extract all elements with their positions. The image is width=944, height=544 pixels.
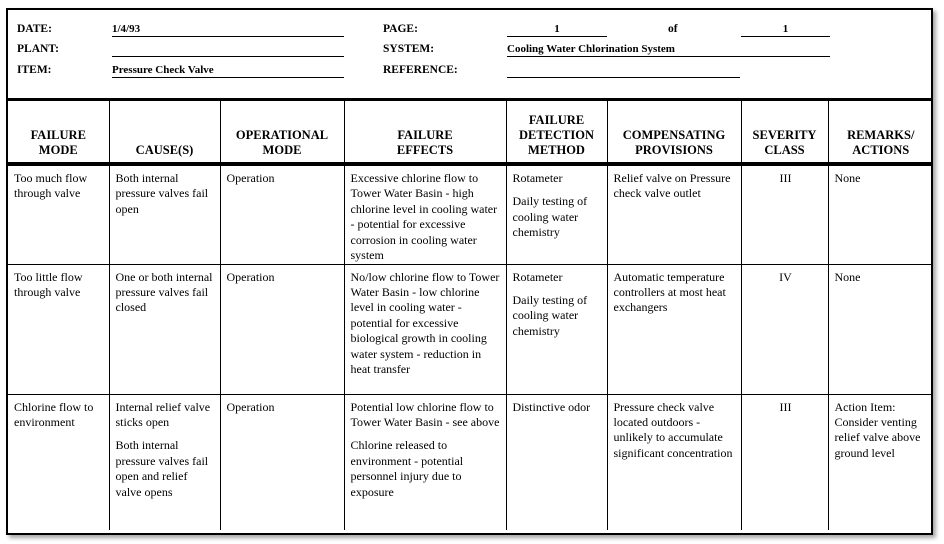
table-row <box>8 264 933 394</box>
failure-mode-cell: Chlorine flow to environment <box>8 394 109 530</box>
detection-cell: Distinctive odor <box>506 394 607 530</box>
remarks-cell: Action Item: Consider venting relief valve above ground level <box>828 394 933 530</box>
table-row <box>8 164 933 264</box>
compensating-cell: Automatic temperature controllers at most heat exchangers <box>607 264 741 394</box>
effects-cell: Potential low chlorine flow to Tower Water Basin - see above Chlorine released to environment - potential personnel injury due to exposure <box>344 394 506 530</box>
detection-cell: Rotameter Daily testing of cooling water chemistry <box>506 264 607 394</box>
date-value: 1/4/93 <box>112 22 344 37</box>
effects-cell: Excessive chlorine flow to Tower Water Basin - high chlorine level in cooling water - potential for excessive corrosion in cooling water system <box>344 164 506 264</box>
col-failure-mode: FAILURE MODE <box>8 101 109 164</box>
severity-cell: III <box>741 394 828 530</box>
col-compensating-provisions: COMPENSATING PROVISIONS <box>607 101 741 164</box>
system-value: Cooling Water Chlorination System <box>507 42 830 57</box>
effects-cell: No/low chlorine flow to Tower Water Basin - low chlorine level in cooling water - potential for excessive biological growth in cooling water system - reduction in heat transfer <box>344 264 506 394</box>
remarks-cell: None <box>828 164 933 264</box>
reference-label: REFERENCE: <box>383 64 458 76</box>
plant-value <box>112 42 344 57</box>
cause-cell: Both internal pressure valves fail open <box>109 164 220 264</box>
operational-mode-cell: Operation <box>220 264 344 394</box>
page-total: 1 <box>741 22 830 37</box>
failure-mode-cell: Too little flow through valve <box>8 264 109 394</box>
operational-mode-cell: Operation <box>220 164 344 264</box>
col-causes: CAUSE(S) <box>109 101 220 164</box>
severity-cell: IV <box>741 264 828 394</box>
page-label: PAGE: <box>383 23 418 35</box>
date-label: DATE: <box>17 23 52 35</box>
col-operational-mode: OPERATIONAL MODE <box>220 101 344 164</box>
column-header-row <box>8 101 933 164</box>
detection-cell: Rotameter Daily testing of cooling water chemistry <box>506 164 607 264</box>
compensating-cell: Pressure check valve located outdoors - unlikely to accumulate significant concentration <box>607 394 741 530</box>
col-severity-class: SEVERITY CLASS <box>741 101 828 164</box>
reference-value <box>507 63 740 78</box>
compensating-cell: Relief valve on Pressure check valve outlet <box>607 164 741 264</box>
col-detection-method: FAILURE DETECTION METHOD <box>506 101 607 164</box>
page-value: 1 <box>507 22 607 37</box>
cause-cell: Internal relief valve sticks open Both internal pressure valves fail open and relief valve opens <box>109 394 220 530</box>
of-label: of <box>668 23 678 35</box>
col-failure-effects: FAILURE EFFECTS <box>344 101 506 164</box>
system-label: SYSTEM: <box>383 43 435 55</box>
failure-mode-cell: Too much flow through valve <box>8 164 109 264</box>
item-value: Pressure Check Valve <box>112 63 344 78</box>
cause-cell: One or both internal pressure valves fail closed <box>109 264 220 394</box>
fmea-table <box>8 101 933 530</box>
table-row <box>8 394 933 530</box>
severity-cell: III <box>741 164 828 264</box>
plant-label: PLANT: <box>17 43 59 55</box>
operational-mode-cell: Operation <box>220 394 344 530</box>
item-label: ITEM: <box>17 64 52 76</box>
remarks-cell: None <box>828 264 933 394</box>
col-remarks-actions: REMARKS/ ACTIONS <box>828 101 933 164</box>
